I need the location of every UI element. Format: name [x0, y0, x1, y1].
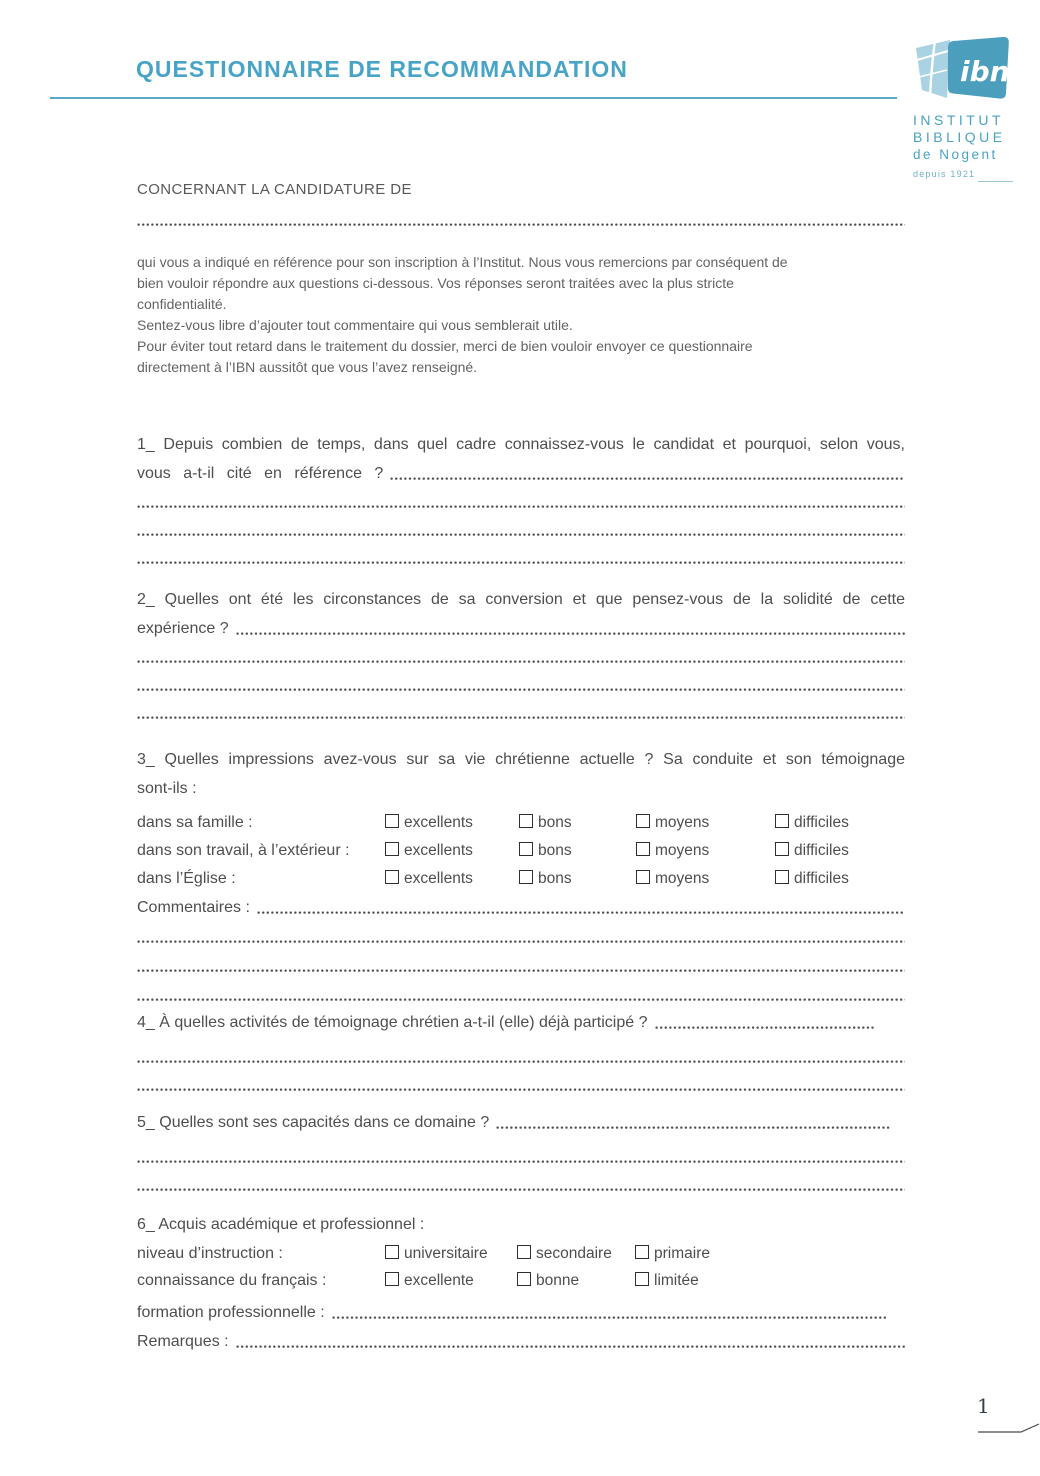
checkbox[interactable]	[636, 814, 650, 828]
footer-decoration	[977, 1421, 1040, 1435]
ibn-logo	[913, 36, 1013, 183]
option-label: universitaire	[404, 1245, 488, 1262]
logo-text-institut: INSTITUT	[913, 112, 1004, 128]
answer-line[interactable]	[390, 459, 905, 488]
option-bonne	[517, 1266, 635, 1295]
answer-line[interactable]	[137, 1071, 905, 1099]
option-bons	[519, 836, 636, 865]
comments-label: Commentaires :	[137, 899, 250, 916]
answer-line[interactable]	[137, 699, 905, 727]
logo-text-nogent: de Nogent	[913, 147, 998, 162]
option-bons	[519, 864, 636, 893]
question-1-text-cont: vous a-t-il cité en référence ?	[137, 465, 384, 482]
option-label: excellents	[404, 814, 473, 831]
option-moyens	[636, 836, 775, 865]
logo-text-depuis	[913, 166, 1013, 183]
answer-line[interactable]	[496, 1108, 890, 1137]
answer-line[interactable]	[236, 614, 905, 643]
answer-line[interactable]	[655, 1008, 876, 1037]
intro-line: Pour éviter tout retard dans le traitement du dossier, merci de bien vouloir envoyer ce questionnaire	[137, 338, 753, 354]
logo-depuis-label: depuis 1921	[913, 169, 976, 179]
logo-underline	[978, 181, 1013, 182]
checkbox[interactable]	[635, 1272, 649, 1286]
option-secondaire	[517, 1239, 635, 1268]
answer-line[interactable]	[137, 980, 905, 1009]
checkbox[interactable]	[385, 1245, 399, 1259]
ibn-logo-icon	[913, 36, 1013, 102]
option-label: bons	[538, 870, 572, 887]
answer-line[interactable]	[137, 1043, 905, 1071]
row-connaissance-francais	[137, 1266, 905, 1293]
answer-line[interactable]	[137, 516, 905, 544]
option-excellente	[385, 1266, 517, 1295]
option-moyens	[636, 864, 775, 893]
candidate-name-line[interactable]	[137, 206, 905, 234]
option-label: limitée	[654, 1272, 699, 1289]
question-4-text: 4_ À quelles activités de témoignage chrétien a-t-il (elle) déjà participé ?	[137, 1014, 648, 1031]
answer-line[interactable]	[137, 951, 905, 980]
option-excellents	[385, 864, 519, 893]
answer-line[interactable]	[137, 671, 905, 699]
option-moyens	[636, 808, 775, 837]
row-niveau-instruction	[137, 1239, 905, 1266]
checkbox[interactable]	[519, 870, 533, 884]
answer-line[interactable]	[332, 1298, 888, 1327]
checkbox[interactable]	[519, 842, 533, 856]
svg-text:ibn: ibn	[960, 55, 1010, 88]
answer-line[interactable]	[137, 544, 905, 572]
formation-label: formation professionnelle :	[137, 1304, 325, 1321]
intro-line: confidentialité.	[137, 296, 227, 312]
answer-line[interactable]	[257, 893, 905, 922]
question-1	[137, 430, 905, 572]
checkbox[interactable]	[517, 1245, 531, 1259]
checkbox[interactable]	[636, 842, 650, 856]
option-label: difficiles	[794, 814, 849, 831]
question-5-text: 5_ Quelles sont ses capacités dans ce domaine ?	[137, 1114, 490, 1131]
answer-line[interactable]	[137, 1143, 905, 1171]
checkbox[interactable]	[385, 814, 399, 828]
checkbox[interactable]	[517, 1272, 531, 1286]
rating-row-famille	[137, 808, 905, 836]
answer-line[interactable]	[137, 922, 905, 951]
remarks-label: Remarques :	[137, 1333, 229, 1350]
option-label: difficiles	[794, 842, 849, 859]
row-label: dans son travail, à l’extérieur :	[137, 842, 350, 859]
answer-line[interactable]	[137, 1171, 905, 1199]
question-3	[137, 745, 905, 1009]
logo-text-biblique: BIBLIQUE	[913, 129, 1006, 145]
page-title: QUESTIONNAIRE DE RECOMMANDATION	[136, 56, 628, 82]
option-excellents	[385, 808, 519, 837]
intro-line: qui vous a indiqué en référence pour son inscription à l’Institut. Nous vous remercions par conséquent de	[137, 254, 788, 270]
question-5	[137, 1108, 905, 1199]
checkbox[interactable]	[385, 1272, 399, 1286]
page-number: 1	[977, 1394, 990, 1418]
logo-wordmark	[913, 112, 1013, 183]
option-limitee	[635, 1266, 905, 1295]
answer-line[interactable]	[137, 488, 905, 516]
question-6	[137, 1210, 905, 1356]
checkbox[interactable]	[385, 842, 399, 856]
option-bons	[519, 808, 636, 837]
intro-paragraph	[137, 252, 905, 378]
question-2-text-cont: expérience ?	[137, 620, 229, 637]
option-label: primaire	[654, 1245, 710, 1262]
answer-line[interactable]	[236, 1327, 905, 1356]
option-label: bons	[538, 842, 572, 859]
intro-line: bien vouloir répondre aux questions ci-dessous. Vos réponses seront traitées avec la plus stricte	[137, 275, 734, 291]
rating-rows	[137, 808, 905, 892]
question-3-text: 3_ Quelles impressions avez-vous sur sa vie chrétienne actuelle ? Sa conduite et son témoignage	[137, 751, 905, 768]
option-label: moyens	[655, 842, 710, 859]
option-label: bonne	[536, 1272, 580, 1289]
rating-row-eglise	[137, 864, 905, 892]
question-2-text: 2_ Quelles ont été les circonstances de sa conversion et que pensez-vous de la solidité de cette	[137, 591, 905, 608]
checkbox[interactable]	[775, 814, 789, 828]
concerning-heading: CONCERNANT LA CANDIDATURE DE	[137, 181, 412, 198]
header-divider	[50, 97, 897, 99]
question-2	[137, 585, 905, 727]
option-difficiles	[775, 836, 905, 865]
answer-line[interactable]	[137, 643, 905, 671]
row-label: niveau d’instruction :	[137, 1245, 283, 1262]
option-label: bons	[538, 814, 572, 831]
rating-row-travail	[137, 836, 905, 864]
row-label: dans l’Église :	[137, 870, 236, 887]
option-difficiles	[775, 864, 905, 893]
intro-line: Sentez-vous libre d’ajouter tout commentaire qui vous semblerait utile.	[137, 317, 573, 333]
option-label: moyens	[655, 814, 710, 831]
checkbox[interactable]	[385, 870, 399, 884]
option-universitaire	[385, 1239, 517, 1268]
checkbox[interactable]	[636, 870, 650, 884]
option-label: excellente	[404, 1272, 474, 1289]
checkbox[interactable]	[635, 1245, 649, 1259]
option-excellents	[385, 836, 519, 865]
checkbox[interactable]	[775, 842, 789, 856]
option-label: moyens	[655, 870, 710, 887]
checkbox[interactable]	[519, 814, 533, 828]
row-label: connaissance du français :	[137, 1272, 327, 1289]
option-difficiles	[775, 808, 905, 837]
checkbox[interactable]	[775, 870, 789, 884]
intro-line: directement à l’IBN aussitôt que vous l’avez renseigné.	[137, 359, 478, 375]
option-label: excellents	[404, 842, 473, 859]
question-3-text-cont: sont-ils :	[137, 780, 197, 797]
option-label: difficiles	[794, 870, 849, 887]
question-6-text: 6_ Acquis académique et professionnel :	[137, 1216, 425, 1233]
option-primaire	[635, 1239, 905, 1268]
question-4	[137, 1008, 905, 1099]
row-label: dans sa famille :	[137, 814, 253, 831]
question-1-text: 1_ Depuis combien de temps, dans quel cadre connaissez-vous le candidat et pourquoi, selon vous,	[137, 436, 905, 453]
option-label: secondaire	[536, 1245, 612, 1262]
option-label: excellents	[404, 870, 473, 887]
